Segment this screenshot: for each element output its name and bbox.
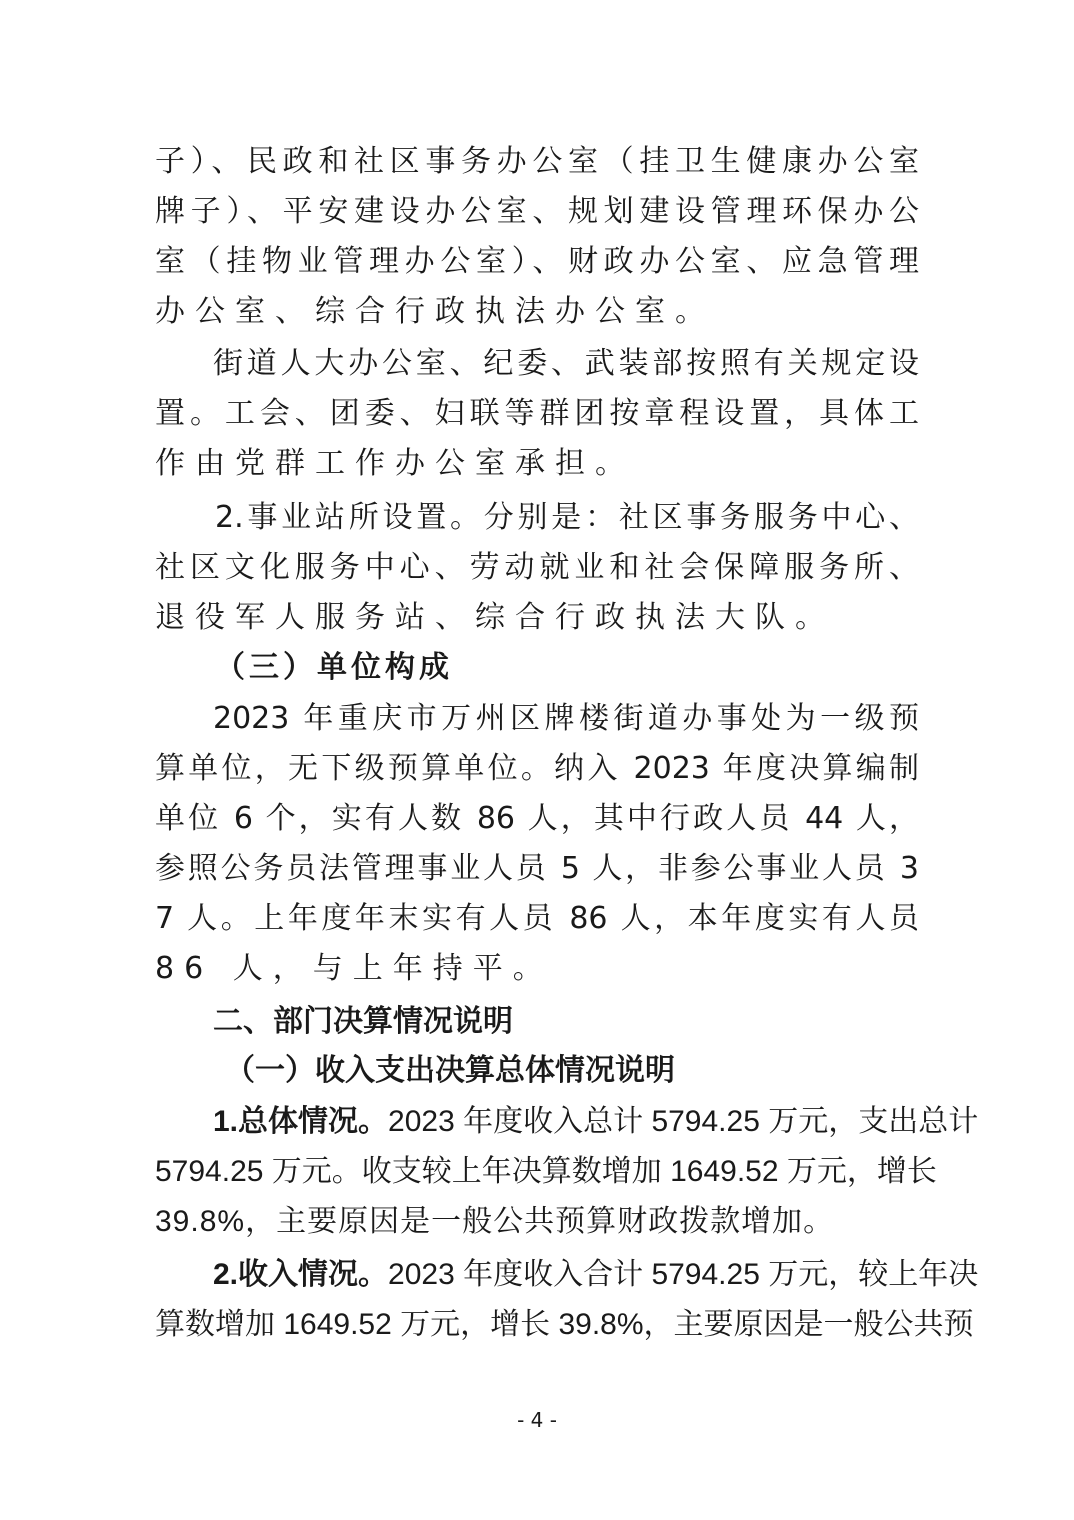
body-line: 86 人，与上年持平。 <box>155 951 553 986</box>
paragraph-text: 2023 年度收入总计 5794.25 万元，支出总计 <box>388 1105 979 1138</box>
body-line: 5794.25 万元。收支较上年决算数增加 1649.52 万元，增长 <box>155 1155 937 1188</box>
body-line: 室（挂物业管理办公室）、财政办公室、应急管理 <box>155 244 919 279</box>
subsection-heading-1: （一）收入支出决算总体情况说明 <box>225 1053 675 1088</box>
body-line: 街道人大办公室、纪委、武装部按照有关规定设 <box>213 346 919 381</box>
body-line: 社区文化服务中心、劳动就业和社会保障服务所、 <box>155 550 919 585</box>
paragraph-text: 2023 年度收入合计 5794.25 万元，较上年决 <box>388 1258 979 1291</box>
body-line: 办公室、综合行政执法办公室。 <box>155 294 715 329</box>
body-line: 牌子）、平安建设办公室、规划建设管理环保办公 <box>155 194 919 229</box>
body-line: 作由党群工作办公室承担。 <box>155 446 635 481</box>
section-heading-2: 二、部门决算情况说明 <box>213 1004 513 1039</box>
body-line: 参照公务员法管理事业人员 5 人，非参公事业人员 3 <box>155 851 919 886</box>
body-line: 7 人。上年度年末实有人员 86 人，本年度实有人员 <box>155 901 919 936</box>
body-line <box>213 1097 979 1147</box>
body-line: 2023 年重庆市万州区牌楼街道办事处为一级预 <box>213 701 919 736</box>
body-line: 算数增加 1649.52 万元，增长 39.8%，主要原因是一般公共预 <box>155 1308 974 1341</box>
body-line: 单位 6 个，实有人数 86 人，其中行政人员 44 人， <box>155 801 919 836</box>
body-line: 算单位，无下级预算单位。纳入 2023 年度决算编制 <box>155 751 919 786</box>
page-number: - 4 - <box>517 1408 557 1432</box>
body-line: 置。工会、团委、妇联等群团按章程设置，具体工 <box>155 396 919 431</box>
body-line: 退役军人服务站、综合行政执法大队。 <box>155 600 835 635</box>
section-heading-unit: （三）单位构成 <box>215 650 453 685</box>
body-line: 子）、民政和社区事务办公室（挂卫生健康办公室 <box>155 144 919 179</box>
body-line: 2.事业站所设置。分别是：社区事务服务中心、 <box>215 500 919 535</box>
body-line <box>213 1250 979 1300</box>
paragraph-lead: 2.收入情况。 <box>213 1258 389 1291</box>
paragraph-lead: 1.总体情况。 <box>213 1105 389 1138</box>
body-line: 39.8%，主要原因是一般公共预算财政拨款增加。 <box>155 1205 835 1238</box>
